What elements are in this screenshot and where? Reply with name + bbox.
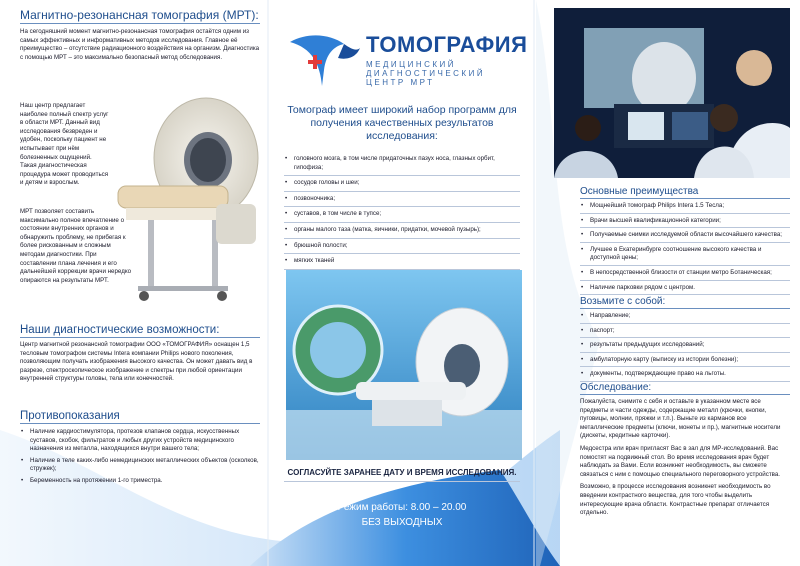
take-with-you-title: Возьмите с собой: — [580, 296, 790, 309]
list-item: • Беременность на протяжении 1-го триместра. — [20, 477, 260, 486]
hours-text: Режим работы: 8.00 – 20.00 — [337, 502, 467, 513]
left-panel — [0, 0, 268, 566]
list-item: • брюшной полости; — [284, 242, 520, 255]
list-item: • результаты предыдущих исследований; — [580, 341, 790, 353]
mri-scanner-illustration — [108, 96, 264, 310]
list-item: • суставов, в том числе в тупсе; — [284, 210, 520, 223]
list-item: • Направление; — [580, 312, 790, 324]
list-item: • документы, подтверждающие право на льготы. — [580, 370, 790, 382]
diagnostic-text: Центр магнитной резонансной томографии ООО «ТОМОГРАФИЯ» оснащен 1,5 тесловым томографом системы Intera компании Philips нового поколения, позволяющим получать изображения высокого качества. Он может давать вид в разрезе, спектроскопическое изображение и спектры при любой ориентации внутренней структуры головы, тела или конечностей. — [20, 341, 253, 383]
mri-room-photo — [286, 270, 522, 460]
exam-paragraph: Медсестра или врач пригласят Вас в зал для МР-исследований. Вас помостят на подвижный стол. Во время исследования врач будет наблюдать за Вами. Если возникнет необходимость, вы сможете связаться с ним с помощью специального переговорного устройства. — [580, 444, 781, 478]
examination-text — [580, 398, 790, 522]
intro-text: На сегодняшний момент магнитно-резонансная томография остаётся одним из самых эффективных и информативных методов исследования. Главное её преимущество – отсутствие радиационного воздействия на организм. Диагностика с помощью МРТ – это максимально безопасный метод обследования. — [20, 28, 260, 61]
no-days-off-text: БЕЗ ВЫХОДНЫХ — [361, 517, 443, 528]
list-item: • сосудов головы и шеи; — [284, 179, 520, 192]
list-item: • Наличие в теле каких-либо немедицинских металлических объектов (осколков, стружек); — [20, 457, 260, 474]
appointment-note: СОГЛАСУЙТЕ ЗАРАНЕЕ ДАТУ И ВРЕМЯ ИССЛЕДОВАНИЯ. — [284, 468, 520, 482]
list-item: • Врачи высшей квалификационной категории; — [580, 217, 790, 229]
contraindications-list — [20, 428, 260, 489]
working-hours — [284, 500, 520, 530]
programs-list — [284, 155, 520, 273]
advantages-title: Основные преимущества — [580, 186, 790, 199]
contraindications-title: Противопоказания — [20, 410, 260, 424]
diagnostic-title: Наши диагностические возможности: — [20, 324, 260, 338]
control-room-photo — [554, 8, 790, 178]
advantages-list — [580, 202, 790, 298]
list-item: • головного мозга, в том числе придаточных пазух носа, глазных орбит, гипофиза; — [284, 155, 520, 176]
logo-title: ТОМОГРАФИЯ — [366, 32, 528, 57]
center-panel — [270, 0, 532, 566]
logo-subtitle: МЕДИЦИНСКИЙ ДИАГНОСТИЧЕСКИЙ ЦЕНТР МРТ — [366, 60, 486, 87]
examination-title: Обследование: — [580, 382, 790, 395]
list-item: • В непосредственной близости от станции метро Ботаническая; — [580, 269, 790, 281]
center-services-text: Наш центр предлагает наиболее полный спектр услуг в области МРТ. Данный вид исследования безвреден и удобен, поскольку пациент не испытывает при нём болезненных ощущений. Такая диагностическая процедура может проводиться и детям и взрослым. — [20, 102, 109, 187]
list-item: • мягких тканей — [284, 257, 520, 270]
mrt-title: Магнитно-резонансная томография (МРТ): — [20, 8, 259, 22]
list-item: • Наличие парковки рядом с центром. — [580, 284, 790, 296]
mrt-benefits-text: МРТ позволяет составить максимально полное впечатление о состоянии внутренних органов и обнаружить проблему, не прибегая к более рискованным и сложным методам диагностики. При составлении плана лечения и его дальнейшей коррекции врачи нередко опираются на результаты МРТ. — [20, 208, 132, 284]
list-item: • паспорт; — [580, 327, 790, 339]
take-with-you-list — [580, 312, 790, 385]
list-item: • Наличие кардиостимулятора, протезов клапанов сердца, искусственных суставов, скобок, фильтратов и любых других устройств медицинского назначения из металла, находящихся внутри вашего тела; — [20, 428, 260, 454]
list-item: • органы малого таза (матка, яичники, придатки, мочевой пузырь); — [284, 226, 520, 239]
list-item: • Лучшее в Екатеринбурге соотношение высокого качества и доступной цены; — [580, 246, 790, 266]
logo-swoosh-icon — [286, 24, 362, 94]
programs-heading: Томограф имеет широкий набор программ для получения качественных результатов исследования: — [287, 104, 517, 142]
logo — [286, 24, 526, 96]
right-panel — [536, 0, 800, 566]
exam-paragraph: Возможно, в процессе исследования возникнет необходимость во введении контрастного вещества, для того чтобы выделить интересующие врача области. Контрастные препарат отличается отдельно. — [580, 483, 771, 517]
list-item: • Мощнейший томограф Philips Intera 1.5 Тесла; — [580, 202, 790, 214]
exam-paragraph: Пожалуйста, снимите с себя и оставьте в указанном месте все предметы и части одежды, содержащие металл (крючки, кнопки, пуговицы, молнии, пряжки и т.п.). Выньте из карманов все металлические предметы (ключи, монеты и пр.), магнитные носители (дискеты, кредитные карточки). — [580, 398, 781, 440]
list-item: • позвоночника; — [284, 195, 520, 208]
list-item: • Получаемые снимки исследуемой области высочайшего качества; — [580, 231, 790, 243]
list-item: • амбулаторную карту (выписку из истории болезни); — [580, 356, 790, 368]
